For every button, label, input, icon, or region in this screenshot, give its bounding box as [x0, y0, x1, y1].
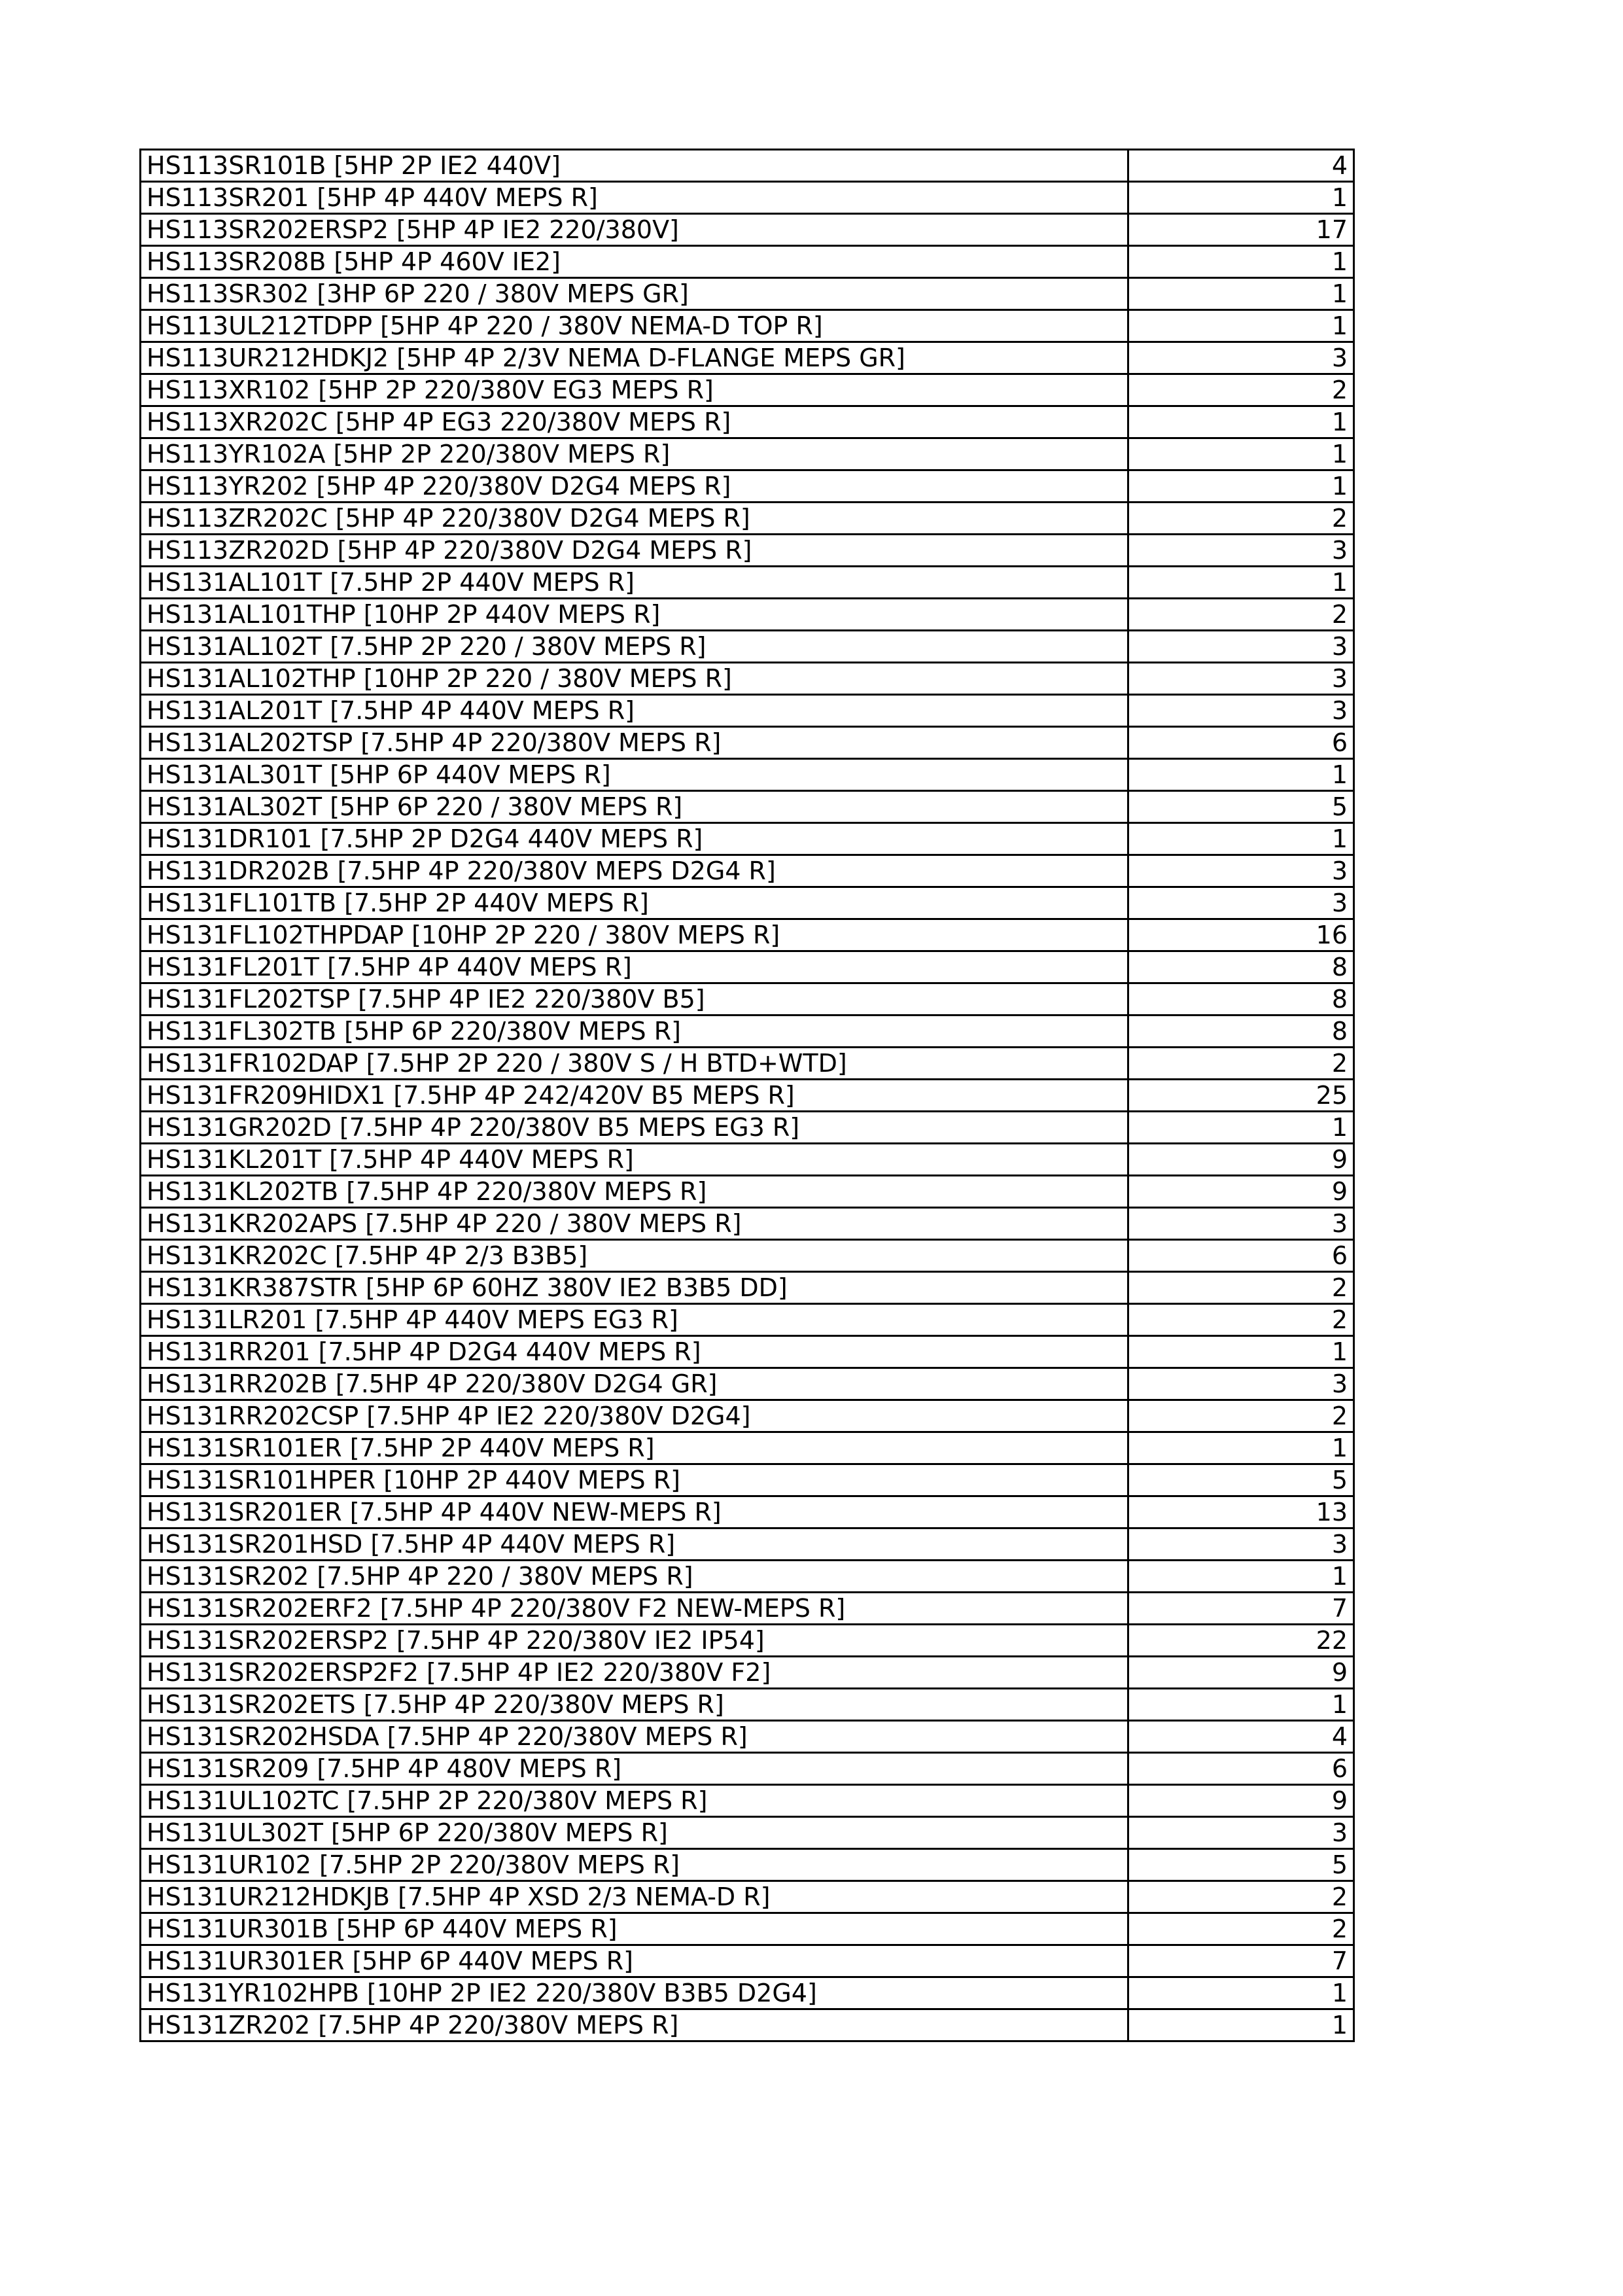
table-row [141, 1208, 1354, 1240]
table-row [141, 695, 1354, 727]
quantity-cell: 6 [1128, 727, 1354, 759]
item-description-cell: HS131SR202ERSP2 [7.5HP 4P 220/380V IE2 IP54] [141, 1625, 1128, 1657]
quantity-cell: 3 [1128, 1368, 1354, 1400]
table-row [141, 406, 1354, 438]
item-description-cell: HS113ZR202C [5HP 4P 220/380V D2G4 MEPS R] [141, 503, 1128, 535]
item-description-cell: HS131AL302T [5HP 6P 220 / 380V MEPS R] [141, 791, 1128, 823]
quantity-cell: 1 [1128, 759, 1354, 791]
item-description-cell: HS131AL202TSP [7.5HP 4P 220/380V MEPS R] [141, 727, 1128, 759]
item-description-cell: HS131FL101TB [7.5HP 2P 440V MEPS R] [141, 887, 1128, 919]
quantity-cell: 1 [1128, 1112, 1354, 1144]
table-row [141, 1144, 1354, 1176]
quantity-cell: 3 [1128, 695, 1354, 727]
table-row [141, 1721, 1354, 1753]
quantity-cell: 8 [1128, 983, 1354, 1016]
quantity-cell: 1 [1128, 182, 1354, 214]
item-description-cell: HS131SR202 [7.5HP 4P 220 / 380V MEPS R] [141, 1561, 1128, 1593]
item-description-cell: HS131RR202CSP [7.5HP 4P IE2 220/380V D2G4] [141, 1400, 1128, 1432]
table-row [141, 1977, 1354, 2009]
item-description-cell: HS131GR202D [7.5HP 4P 220/380V B5 MEPS EG3 R] [141, 1112, 1128, 1144]
item-description-cell: HS131AL101T [7.5HP 2P 440V MEPS R] [141, 567, 1128, 599]
quantity-cell: 1 [1128, 2009, 1354, 2041]
quantity-cell: 2 [1128, 1881, 1354, 1913]
table-row [141, 535, 1354, 567]
table-row [141, 310, 1354, 342]
table-row [141, 1817, 1354, 1849]
item-description-cell: HS113ZR202D [5HP 4P 220/380V D2G4 MEPS R] [141, 535, 1128, 567]
quantity-cell: 4 [1128, 150, 1354, 182]
inventory-table [139, 149, 1355, 2042]
quantity-cell: 4 [1128, 1721, 1354, 1753]
quantity-cell: 1 [1128, 278, 1354, 310]
table-row [141, 470, 1354, 503]
table-row [141, 1240, 1354, 1272]
quantity-cell: 3 [1128, 887, 1354, 919]
table-row [141, 1432, 1354, 1464]
item-description-cell: HS131SR101HPER [10HP 2P 440V MEPS R] [141, 1464, 1128, 1496]
item-description-cell: HS131SR201ER [7.5HP 4P 440V NEW-MEPS R] [141, 1496, 1128, 1528]
quantity-cell: 2 [1128, 1272, 1354, 1304]
table-row [141, 1689, 1354, 1721]
table-row [141, 438, 1354, 470]
item-description-cell: HS113YR102A [5HP 2P 220/380V MEPS R] [141, 438, 1128, 470]
item-description-cell: HS131KL201T [7.5HP 4P 440V MEPS R] [141, 1144, 1128, 1176]
table-row [141, 1561, 1354, 1593]
table-row [141, 246, 1354, 278]
item-description-cell: HS131FL202TSP [7.5HP 4P IE2 220/380V B5] [141, 983, 1128, 1016]
quantity-cell: 1 [1128, 1432, 1354, 1464]
table-row [141, 919, 1354, 951]
table-row [141, 214, 1354, 246]
item-description-cell: HS113YR202 [5HP 4P 220/380V D2G4 MEPS R] [141, 470, 1128, 503]
item-description-cell: HS131UR212HDKJB [7.5HP 4P XSD 2/3 NEMA-D R] [141, 1881, 1128, 1913]
table-row [141, 1625, 1354, 1657]
item-description-cell: HS131SR202HSDA [7.5HP 4P 220/380V MEPS R] [141, 1721, 1128, 1753]
item-description-cell: HS131SR201HSD [7.5HP 4P 440V MEPS R] [141, 1528, 1128, 1561]
item-description-cell: HS131UR301ER [5HP 6P 440V MEPS R] [141, 1945, 1128, 1977]
table-row [141, 1304, 1354, 1336]
table-row [141, 2009, 1354, 2041]
table-row [141, 1112, 1354, 1144]
quantity-cell: 2 [1128, 599, 1354, 631]
table-row [141, 1657, 1354, 1689]
item-description-cell: HS131KL202TB [7.5HP 4P 220/380V MEPS R] [141, 1176, 1128, 1208]
item-description-cell: HS131UL302T [5HP 6P 220/380V MEPS R] [141, 1817, 1128, 1849]
table-row [141, 599, 1354, 631]
table-row [141, 1016, 1354, 1048]
quantity-cell: 3 [1128, 855, 1354, 887]
item-description-cell: HS131AL301T [5HP 6P 440V MEPS R] [141, 759, 1128, 791]
item-description-cell: HS131FR209HIDX1 [7.5HP 4P 242/420V B5 MEPS R] [141, 1080, 1128, 1112]
item-description-cell: HS131AL102THP [10HP 2P 220 / 380V MEPS R] [141, 663, 1128, 695]
item-description-cell: HS131UR102 [7.5HP 2P 220/380V MEPS R] [141, 1849, 1128, 1881]
item-description-cell: HS113XR102 [5HP 2P 220/380V EG3 MEPS R] [141, 374, 1128, 406]
quantity-cell: 5 [1128, 1849, 1354, 1881]
table-row [141, 1496, 1354, 1528]
quantity-cell: 5 [1128, 791, 1354, 823]
table-row [141, 503, 1354, 535]
item-description-cell: HS113SR302 [3HP 6P 220 / 380V MEPS GR] [141, 278, 1128, 310]
item-description-cell: HS131SR209 [7.5HP 4P 480V MEPS R] [141, 1753, 1128, 1785]
item-description-cell: HS131SR202ERF2 [7.5HP 4P 220/380V F2 NEW-MEPS R] [141, 1593, 1128, 1625]
item-description-cell: HS131FL201T [7.5HP 4P 440V MEPS R] [141, 951, 1128, 983]
quantity-cell: 3 [1128, 631, 1354, 663]
table-row [141, 887, 1354, 919]
table-row [141, 1913, 1354, 1945]
table-row [141, 150, 1354, 182]
item-description-cell: HS113SR101B [5HP 2P IE2 440V] [141, 150, 1128, 182]
item-description-cell: HS113SR202ERSP2 [5HP 4P IE2 220/380V] [141, 214, 1128, 246]
quantity-cell: 9 [1128, 1176, 1354, 1208]
quantity-cell: 8 [1128, 1016, 1354, 1048]
quantity-cell: 6 [1128, 1753, 1354, 1785]
table-row [141, 1080, 1354, 1112]
item-description-cell: HS131DR101 [7.5HP 2P D2G4 440V MEPS R] [141, 823, 1128, 855]
table-row [141, 1400, 1354, 1432]
quantity-cell: 9 [1128, 1144, 1354, 1176]
item-description-cell: HS113XR202C [5HP 4P EG3 220/380V MEPS R] [141, 406, 1128, 438]
table-row [141, 1272, 1354, 1304]
quantity-cell: 1 [1128, 1336, 1354, 1368]
item-description-cell: HS131FL102THPDAP [10HP 2P 220 / 380V MEPS R] [141, 919, 1128, 951]
table-row [141, 1945, 1354, 1977]
item-description-cell: HS113SR208B [5HP 4P 460V IE2] [141, 246, 1128, 278]
item-description-cell: HS131SR101ER [7.5HP 2P 440V MEPS R] [141, 1432, 1128, 1464]
quantity-cell: 2 [1128, 1048, 1354, 1080]
quantity-cell: 3 [1128, 342, 1354, 374]
table-row [141, 1753, 1354, 1785]
item-description-cell: HS131ZR202 [7.5HP 4P 220/380V MEPS R] [141, 2009, 1128, 2041]
quantity-cell: 17 [1128, 214, 1354, 246]
quantity-cell: 3 [1128, 1817, 1354, 1849]
quantity-cell: 1 [1128, 567, 1354, 599]
table-row [141, 1464, 1354, 1496]
table-row [141, 951, 1354, 983]
table-row [141, 1528, 1354, 1561]
item-description-cell: HS131DR202B [7.5HP 4P 220/380V MEPS D2G4 R] [141, 855, 1128, 887]
quantity-cell: 3 [1128, 535, 1354, 567]
quantity-cell: 1 [1128, 470, 1354, 503]
item-description-cell: HS131FL302TB [5HP 6P 220/380V MEPS R] [141, 1016, 1128, 1048]
table-row [141, 1176, 1354, 1208]
item-description-cell: HS131KR387STR [5HP 6P 60HZ 380V IE2 B3B5 DD] [141, 1272, 1128, 1304]
item-description-cell: HS131RR201 [7.5HP 4P D2G4 440V MEPS R] [141, 1336, 1128, 1368]
table-row [141, 1785, 1354, 1817]
quantity-cell: 1 [1128, 1561, 1354, 1593]
item-description-cell: HS131AL201T [7.5HP 4P 440V MEPS R] [141, 695, 1128, 727]
table-row [141, 631, 1354, 663]
quantity-cell: 5 [1128, 1464, 1354, 1496]
item-description-cell: HS131KR202C [7.5HP 4P 2/3 B3B5] [141, 1240, 1128, 1272]
table-row [141, 1849, 1354, 1881]
table-row [141, 1881, 1354, 1913]
table-row [141, 727, 1354, 759]
item-description-cell: HS131SR202ERSP2F2 [7.5HP 4P IE2 220/380V F2] [141, 1657, 1128, 1689]
table-row [141, 759, 1354, 791]
quantity-cell: 1 [1128, 246, 1354, 278]
table-row [141, 182, 1354, 214]
quantity-cell: 2 [1128, 1304, 1354, 1336]
item-description-cell: HS113SR201 [5HP 4P 440V MEPS R] [141, 182, 1128, 214]
quantity-cell: 1 [1128, 823, 1354, 855]
item-description-cell: HS131LR201 [7.5HP 4P 440V MEPS EG3 R] [141, 1304, 1128, 1336]
quantity-cell: 7 [1128, 1945, 1354, 1977]
quantity-cell: 9 [1128, 1657, 1354, 1689]
quantity-cell: 3 [1128, 1208, 1354, 1240]
quantity-cell: 25 [1128, 1080, 1354, 1112]
quantity-cell: 1 [1128, 438, 1354, 470]
item-description-cell: HS113UR212HDKJ2 [5HP 4P 2/3V NEMA D-FLANGE MEPS GR] [141, 342, 1128, 374]
table-row [141, 567, 1354, 599]
table-row [141, 823, 1354, 855]
item-description-cell: HS131YR102HPB [10HP 2P IE2 220/380V B3B5 D2G4] [141, 1977, 1128, 2009]
table-row [141, 791, 1354, 823]
item-description-cell: HS131FR102DAP [7.5HP 2P 220 / 380V S / H BTD+WTD] [141, 1048, 1128, 1080]
quantity-cell: 6 [1128, 1240, 1354, 1272]
quantity-cell: 9 [1128, 1785, 1354, 1817]
table-row [141, 342, 1354, 374]
item-description-cell: HS131KR202APS [7.5HP 4P 220 / 380V MEPS R] [141, 1208, 1128, 1240]
quantity-cell: 3 [1128, 1528, 1354, 1561]
item-description-cell: HS131SR202ETS [7.5HP 4P 220/380V MEPS R] [141, 1689, 1128, 1721]
table-row [141, 1048, 1354, 1080]
quantity-cell: 16 [1128, 919, 1354, 951]
quantity-cell: 1 [1128, 1977, 1354, 2009]
quantity-cell: 22 [1128, 1625, 1354, 1657]
item-description-cell: HS131AL102T [7.5HP 2P 220 / 380V MEPS R] [141, 631, 1128, 663]
table-row [141, 1368, 1354, 1400]
table-row [141, 663, 1354, 695]
quantity-cell: 1 [1128, 406, 1354, 438]
table-row [141, 278, 1354, 310]
table-row [141, 374, 1354, 406]
quantity-cell: 7 [1128, 1593, 1354, 1625]
inventory-table-body [141, 150, 1354, 2041]
quantity-cell: 8 [1128, 951, 1354, 983]
table-row [141, 1593, 1354, 1625]
quantity-cell: 1 [1128, 310, 1354, 342]
quantity-cell: 2 [1128, 374, 1354, 406]
quantity-cell: 2 [1128, 1913, 1354, 1945]
quantity-cell: 3 [1128, 663, 1354, 695]
item-description-cell: HS113UL212TDPP [5HP 4P 220 / 380V NEMA-D TOP R] [141, 310, 1128, 342]
quantity-cell: 2 [1128, 1400, 1354, 1432]
item-description-cell: HS131UR301B [5HP 6P 440V MEPS R] [141, 1913, 1128, 1945]
quantity-cell: 2 [1128, 503, 1354, 535]
quantity-cell: 13 [1128, 1496, 1354, 1528]
item-description-cell: HS131RR202B [7.5HP 4P 220/380V D2G4 GR] [141, 1368, 1128, 1400]
table-row [141, 1336, 1354, 1368]
table-row [141, 983, 1354, 1016]
item-description-cell: HS131UL102TC [7.5HP 2P 220/380V MEPS R] [141, 1785, 1128, 1817]
quantity-cell: 1 [1128, 1689, 1354, 1721]
table-row [141, 855, 1354, 887]
item-description-cell: HS131AL101THP [10HP 2P 440V MEPS R] [141, 599, 1128, 631]
